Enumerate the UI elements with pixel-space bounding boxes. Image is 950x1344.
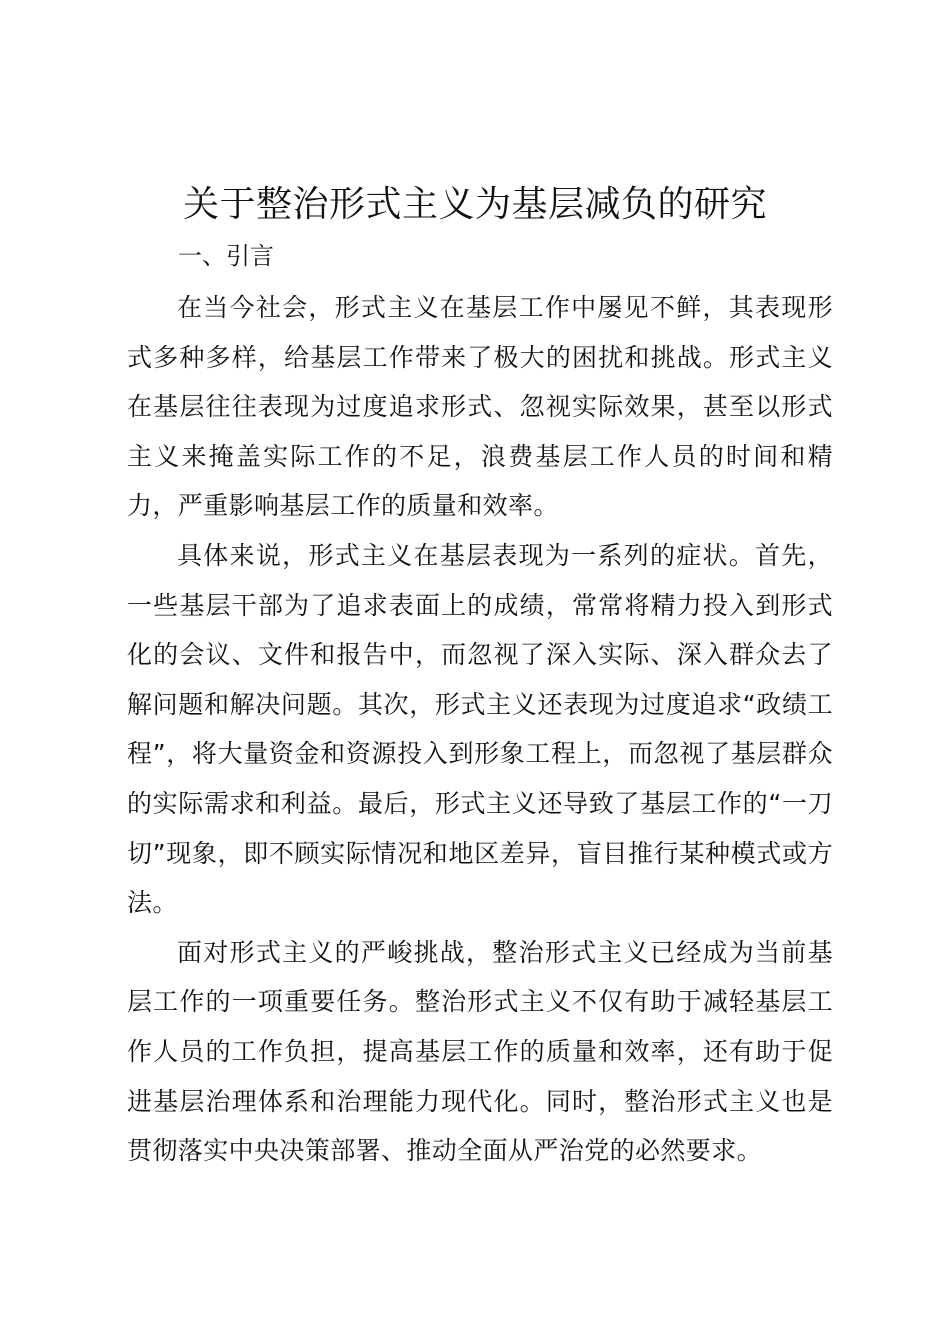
paragraph-3: 面对形式主义的严峻挑战，整治形式主义已经成为当前基层工作的一项重要任务。整治形式主义不仅有助于减轻基层工作人员的工作负担，提高基层工作的质量和效率，还有助于促进基层治理体系和治理能力现代化。同时，整治形式主义也是贯彻落实中央决策部署、推动全面从严治党的必然要求。 xyxy=(127,937,833,1166)
paragraph-2: 具体来说，形式主义在基层表现为一系列的症状。首先，一些基层干部为了追求表面上的成绩，常常将精力投入到形式化的会议、文件和报告中，而忽视了深入实际、深入群众去了解问题和解决问题。其次，形式主义还表现为过度追求“政绩工程”，将大量资金和资源投入到形象工程上，而忽视了基层群众的实际需求和利益。最后，形式主义还导致了基层工作的“一刀切”现象，即不顾实际情况和地区差异，盲目推行某种模式或方法。 xyxy=(127,540,833,918)
document-title: 关于整治形式主义为基层减负的研究 xyxy=(182,184,767,225)
document-body xyxy=(127,283,833,1176)
section-heading-introduction: 一、引言 xyxy=(178,242,274,270)
paragraph-1: 在当今社会，形式主义在基层工作中屡见不鲜，其表现形式多种多样，给基层工作带来了极大的困扰和挑战。形式主义在基层往往表现为过度追求形式、忽视实际效果，甚至以形式主义来掩盖实际工作的不足，浪费基层工作人员的时间和精力，严重影响基层工作的质量和效率。 xyxy=(127,293,833,521)
